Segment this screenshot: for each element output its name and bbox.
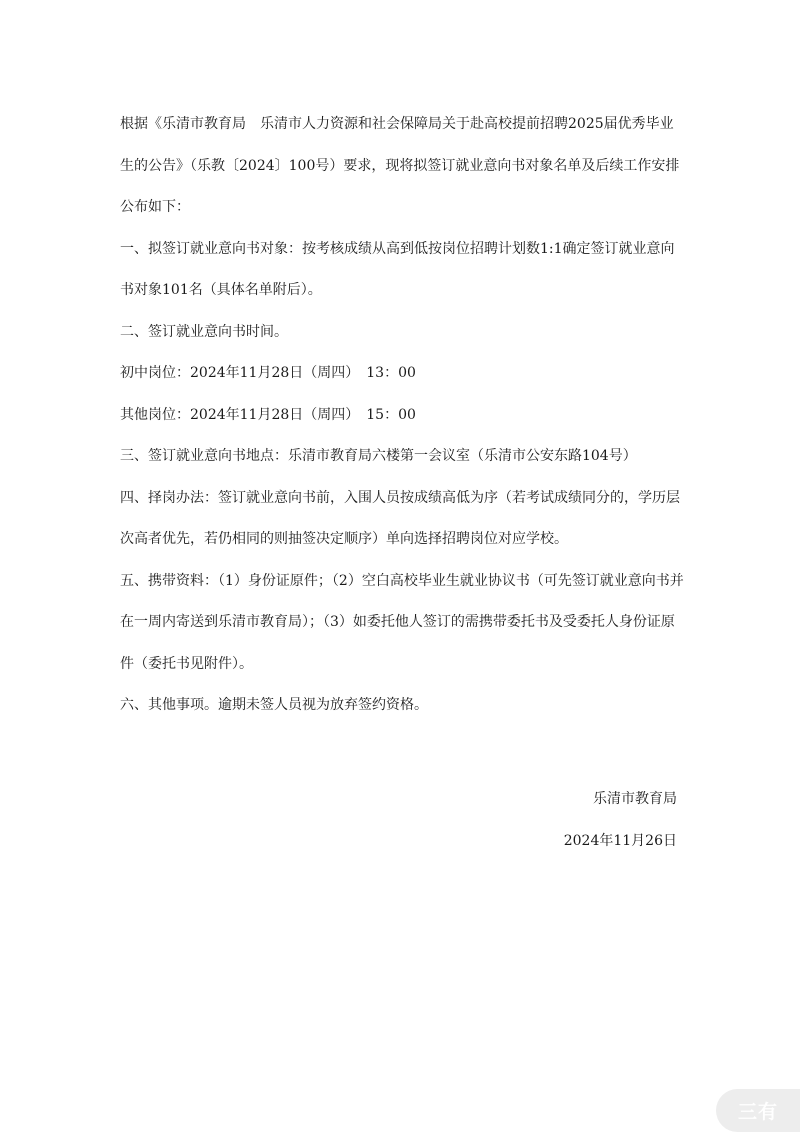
junior-high-time: 初中岗位：2024年11月28日（周四） 13：00 [120,365,416,381]
section-four-paragraph: 四、择岗办法：签订就业意向书前，入围人员按成绩高低为序（若考试成绩同分的，学历层次高者优先，若仍相同的则抽签决定顺序）单向选择招聘岗位对应学校。 [120,489,680,547]
issuer-name: 乐清市教育局 [593,791,677,807]
watermark-text: 三有 [737,1101,778,1123]
intro-paragraph: 根据《乐清市教育局 乐清市人力资源和社会保障局关于赴高校提前招聘2025届优秀毕业生的公告》（乐教〔2024〕100号）要求，现将拟签订就业意向书对象名单及后续工作安排公布如下： [120,116,680,215]
issue-date: 2024年11月26日 [563,833,677,849]
watermark-badge [716,1089,800,1132]
announcement-body [120,104,685,727]
section-two-heading: 二、签订就业意向书时间。 [120,323,288,340]
section-one-paragraph: 一、拟签订就业意向书对象：按考核成绩从高到低按岗位招聘计划数1:1确定签订就业意向书对象101名（具体名单附后）。 [120,240,675,298]
section-three-paragraph: 三、签订就业意向书地点：乐清市教育局六楼第一会议室（乐清市公安东路104号） [120,448,637,464]
other-positions-time: 其他岗位：2024年11月28日（周四） 15：00 [120,406,416,423]
signature-block [564,778,677,862]
section-five-paragraph: 五、携带资料：（1）身份证原件；（2）空白高校毕业生就业协议书（可先签订就业意向书并在一周内寄送到乐清市教育局）；（3）如委托他人签订的需携带委托书及受委托人身份证原件（委托书见附件）。 [120,572,684,672]
section-six-paragraph: 六、其他事项。逾期未签人员视为放弃签约资格。 [120,697,428,713]
